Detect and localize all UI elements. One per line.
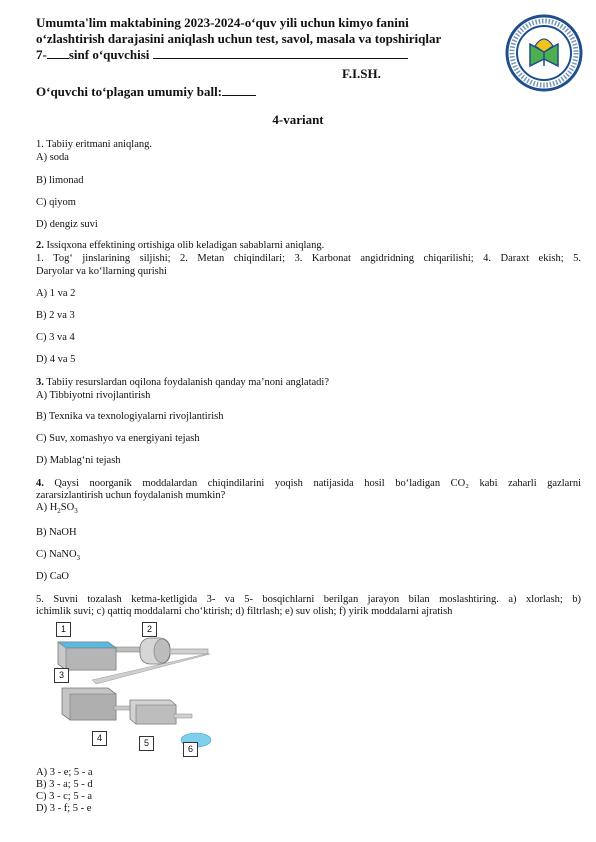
question-2-text — [36, 240, 324, 252]
q1-option-a[interactable]: A) soda — [36, 152, 69, 163]
q2-option-b[interactable]: B) 2 va 3 — [36, 310, 75, 321]
q2-list-line-1: 1. Tog‘ jinslarining siljishi; 2. Metan chiqindilari; 3. Karbonat angidridning chiqarilishi; 4. Daraxt ekish; 5. — [36, 253, 581, 264]
header-line-1: Umumta'lim maktabining 2023-2024-o‘quv yili uchun kimyo fanini — [36, 15, 409, 30]
score-blank[interactable] — [222, 95, 256, 96]
q5-option-c[interactable]: C) 3 - c; 5 - a — [36, 791, 92, 802]
score-line — [36, 84, 256, 99]
diagram-label-6: 6 — [183, 742, 198, 757]
water-treatment-diagram — [52, 620, 212, 762]
q4-number: 4. — [36, 478, 44, 489]
q2-option-d[interactable]: D) 4 va 5 — [36, 354, 76, 365]
q4-body-line-2: zararsizlantirish uchun foydalanish mumkin? — [36, 490, 226, 501]
q4-option-c[interactable] — [36, 549, 80, 564]
q2-body: Issiqxona effektining ortishiga olib keladigan sabablarni aniqlang. — [43, 240, 325, 251]
diagram-label-3: 3 — [54, 668, 69, 683]
fish-label: F.I.SH. — [342, 66, 381, 81]
q5-option-b[interactable]: B) 3 - a; 5 - d — [36, 779, 93, 790]
grade-prefix: 7- — [36, 47, 47, 62]
q5-option-a[interactable]: A) 3 - e; 5 - a — [36, 767, 93, 778]
q4-option-a[interactable] — [36, 502, 78, 517]
header-line-3 — [36, 47, 408, 62]
q2-number: 2. — [36, 240, 44, 251]
diagram-label-5: 5 — [139, 736, 154, 751]
q4-option-b[interactable]: B) NaOH — [36, 527, 77, 538]
student-label: sinf o‘quvchisi — [68, 47, 150, 62]
q4-option-d[interactable]: D) CaO — [36, 571, 69, 582]
student-name-blank[interactable] — [153, 58, 408, 59]
q3-body: Tabiiy resurslardan oqilona foydalanish qanday ma’noni anglatadi? — [43, 377, 329, 388]
q4-option-a-mid: SO — [60, 502, 75, 513]
school-logo — [505, 14, 583, 92]
q2-option-c[interactable]: C) 3 va 4 — [36, 332, 75, 343]
q3-option-c[interactable]: C) Suv, xomashyo va energiyani tejash — [36, 433, 200, 444]
question-5-line-2: ichimlik suvi; c) qattiq moddalarni cho‘ktirish; d) filtrlash; e) suv olish; f) yirik moddalarni ajratish — [36, 606, 453, 617]
q1-option-b[interactable]: B) limonad — [36, 175, 84, 186]
q4-option-a-sub-1: 2 — [57, 507, 61, 516]
score-label: O‘quvchi to‘plagan umumiy ball: — [36, 84, 223, 99]
question-3-text — [36, 377, 329, 389]
grade-blank[interactable] — [47, 58, 69, 59]
q4-body-line-1: Qaysi noorganik moddalardan chiqindilarini yoqish natijasida hosil bo‘ladigan CO₂ kabi zaharli gazlarni — [43, 478, 581, 489]
q3-option-b[interactable]: B) Texnika va texnologiyalarni rivojlantirish — [36, 411, 224, 422]
q4-option-c-text: C) NaNO — [36, 549, 77, 560]
q4-option-a-sub-2: 3 — [74, 507, 78, 516]
q3-number: 3. — [36, 377, 44, 388]
q3-option-a[interactable]: A) Tibbiyotni rivojlantirish — [36, 390, 151, 401]
question-5-line-1: 5. Suvni tozalash ketma-ketligida 3- va 5- bosqichlarni berilgan jarayon bilan moslashtiring. a) xlorlash; b) — [36, 594, 581, 605]
diagram-label-1: 1 — [56, 622, 71, 637]
question-4-text — [36, 478, 581, 490]
header-line-2: o‘zlashtirish darajasini aniqlash uchun test, savol, masala va topshiriqlar — [36, 31, 442, 46]
q2-list-line-2: Daryolar va ko‘llarning qurishi — [36, 266, 167, 277]
question-1-text: 1. Tabiiy eritmani aniqlang. — [36, 139, 153, 150]
q2-option-a[interactable]: A) 1 va 2 — [36, 288, 76, 299]
q3-option-d[interactable]: D) Mablag‘ni tejash — [36, 455, 121, 466]
q1-option-c[interactable]: C) qiyom — [36, 197, 76, 208]
q4-option-c-sub: 3 — [76, 554, 81, 563]
q4-option-a-text: A) H — [36, 502, 58, 513]
diagram-label-2: 2 — [142, 622, 157, 637]
diagram-label-4: 4 — [92, 731, 107, 746]
q1-option-d[interactable]: D) dengiz suvi — [36, 219, 98, 230]
variant-title: 4-variant — [272, 112, 324, 127]
q5-option-d[interactable]: D) 3 - f; 5 - e — [36, 803, 92, 814]
